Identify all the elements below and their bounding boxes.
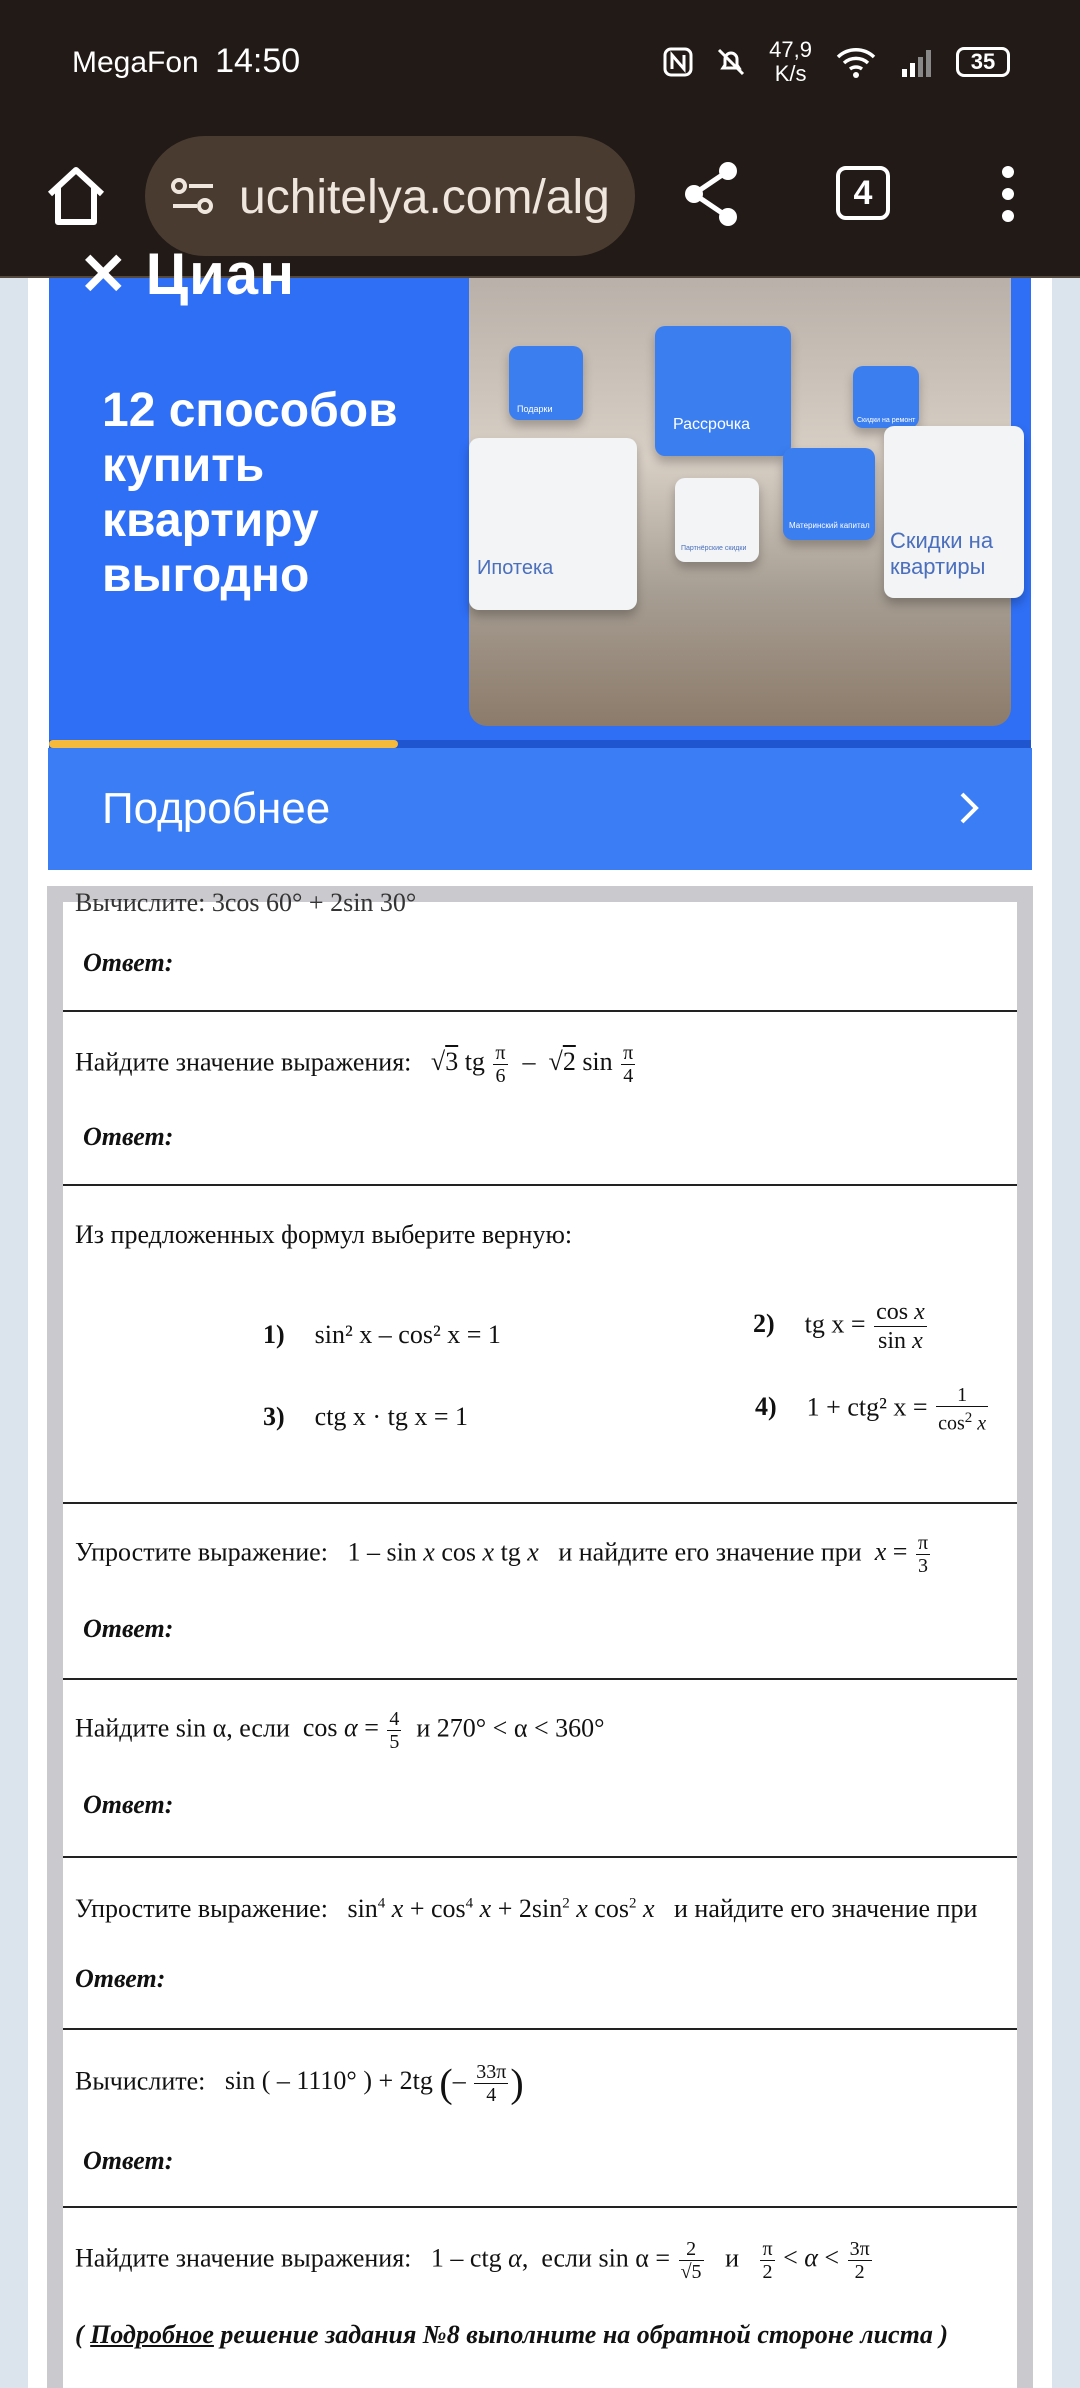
- status-left: [72, 42, 300, 81]
- clock: 14:50: [215, 42, 301, 80]
- task-2: [63, 1012, 1017, 1186]
- home-icon[interactable]: [40, 160, 112, 232]
- ad-card-label: Рассрочка: [673, 416, 751, 433]
- task-text-2: и найдите его значение при: [674, 1894, 978, 1923]
- web-page: [0, 242, 1080, 2388]
- worksheet: [47, 886, 1033, 2388]
- task-text: Упростите выражение:: [75, 1894, 328, 1923]
- task-6: [63, 1858, 1017, 2030]
- note-text: решение задания №8 выполните на обратной стороне листа ): [213, 2320, 948, 2349]
- answer-label: Ответ:: [83, 2146, 174, 2175]
- choice-1: [263, 1320, 501, 1350]
- ad-more-label: Подробнее: [102, 784, 331, 833]
- answer-label: Ответ:: [75, 1964, 166, 1993]
- task-note: [75, 2320, 948, 2350]
- task-question: [75, 1042, 637, 1087]
- choice-formula: sin² x – cos² x = 1: [314, 1320, 501, 1349]
- task-8: [63, 2208, 1017, 2388]
- task-4: [63, 1504, 1017, 1680]
- choice-fraction: $\frac{\text{cos x}}{\text{sin x}}$: [876, 1299, 925, 1354]
- task-7: [63, 2030, 1017, 2208]
- task-text: Найдите значение выражения:: [75, 2243, 412, 2273]
- ad-banner[interactable]: [49, 242, 1031, 748]
- network-speed: [769, 38, 812, 86]
- site-settings-icon[interactable]: [169, 176, 217, 216]
- task-text-2: и найдите его значение при: [558, 1537, 862, 1567]
- ad-card-label: Скидки на квартиры: [890, 528, 994, 579]
- task-text: Упростите выражение:: [75, 1537, 328, 1567]
- task-expression: cos α = $\frac{4}{5}$: [302, 1708, 400, 1753]
- ad-card-apartment-discounts: [884, 426, 1024, 598]
- wifi-icon: [834, 45, 878, 79]
- task-expression: sin ( – 1110° ) + 2tg (– $\frac{33\pi}{4}$ ): [224, 2061, 524, 2106]
- choice-number: 2): [753, 1309, 775, 1339]
- choice-3: [263, 1402, 468, 1432]
- task-question: Вычислите: 3cos 60° + 2sin 30°: [75, 888, 417, 917]
- choice-2: [753, 1298, 929, 1355]
- signal-icon: [900, 47, 934, 77]
- network-speed-value: 47,9: [769, 37, 812, 62]
- task-3: [63, 1186, 1017, 1504]
- choice-number: 4): [755, 1392, 777, 1422]
- task-range: $\frac{\pi}{2}$ < α < $\frac{3\pi}{2}$: [762, 2238, 870, 2283]
- ad-card-maternity: [783, 448, 875, 540]
- task-question: [75, 2238, 874, 2283]
- ad-carousel-progress: [49, 740, 1031, 748]
- task-value: x = $\frac{\pi}{3}$: [874, 1532, 929, 1577]
- ad-card-label: Материнский капитал: [789, 521, 870, 530]
- muted-bell-icon: [715, 46, 747, 78]
- chevron-right-icon: [956, 788, 984, 828]
- answer-label: Ответ:: [83, 1614, 174, 1643]
- choice-formula: 1 + ctg² x =: [806, 1392, 928, 1422]
- task-question: Из предложенных формул выберите верную:: [75, 1220, 573, 1249]
- choice-formula: ctg x · tg x = 1: [314, 1402, 468, 1431]
- answer-label: Ответ:: [83, 1122, 174, 1151]
- ad-more-button[interactable]: [48, 748, 1032, 870]
- status-bar: [0, 0, 1080, 124]
- address-bar[interactable]: [145, 136, 635, 256]
- note-link: Подробное: [90, 2320, 214, 2349]
- ad-logo-text: Циан: [145, 242, 296, 307]
- ad-card-installment: [655, 326, 791, 456]
- task-5: [63, 1680, 1017, 1858]
- network-speed-unit: K/s: [774, 61, 807, 86]
- more-menu-icon[interactable]: [1000, 164, 1016, 224]
- task-fraction: $\frac{2}{√5}$: [680, 2238, 702, 2283]
- status-icons: [663, 38, 1010, 86]
- choice-formula: tg x =: [804, 1309, 866, 1339]
- ad-image: [469, 278, 1011, 726]
- note-prefix: (: [75, 2320, 91, 2349]
- task-and: и: [725, 2243, 739, 2273]
- worksheet-page: [63, 888, 1017, 2388]
- carrier-name: MegaFon: [72, 46, 199, 79]
- ad-card-mortgage: [469, 438, 637, 610]
- task-expression: 1 – sin x cos x tg x: [347, 1537, 539, 1567]
- ad-card-label: Подарки: [517, 404, 553, 414]
- battery-indicator: 35: [956, 47, 1010, 77]
- choice-fraction: $\frac{1}{\cos^2 x}$: [938, 1384, 987, 1435]
- choice-number: 3): [263, 1402, 285, 1431]
- ad-card-gifts: [509, 346, 583, 420]
- task-expression: √3 tg $\frac{\pi}{6}$ – √2 sin $\frac{\pi}{4}$: [430, 1042, 634, 1087]
- choice-number: 1): [263, 1320, 285, 1349]
- ad-logo: ✕ Циан: [79, 242, 296, 307]
- task-question: [75, 1532, 932, 1577]
- task-text: Вычислите:: [75, 2066, 206, 2096]
- answer-label: Ответ:: [83, 1790, 174, 1819]
- task-condition: если sin α =: [541, 2243, 671, 2273]
- ad-carousel-progress-fill: [49, 740, 398, 748]
- task-question: [75, 1708, 605, 1753]
- task-range: и 270° < α < 360°: [416, 1713, 605, 1743]
- ad-card-label: Партнёрские скидки: [681, 545, 747, 552]
- ad-card-label: Скидки на ремонт: [857, 417, 916, 424]
- task-text: Найдите sin α, если: [75, 1713, 290, 1743]
- answer-label: Ответ:: [83, 948, 174, 977]
- nfc-icon: [663, 47, 693, 77]
- task-expression: $\sin^4 x + \cos^4 x + 2\sin^2$ x $\cos^2 x$: [347, 1894, 655, 1923]
- task-expression: 1 – ctg α,: [430, 2243, 529, 2273]
- task-question: [75, 1894, 977, 1924]
- ad-card-partner: [675, 478, 759, 562]
- choice-4: [755, 1384, 990, 1435]
- ad-card-label: Ипотека: [477, 557, 554, 579]
- task-question: [75, 2060, 524, 2107]
- task-1: [63, 888, 1017, 1012]
- tab-switcher-button[interactable]: 4: [836, 166, 890, 220]
- url-text[interactable]: uchitelya.com/alg: [239, 171, 610, 224]
- ad-headline: 12 способов купить квартиру выгодно: [102, 384, 398, 602]
- share-icon[interactable]: [680, 159, 744, 229]
- ad-card-repair: [853, 366, 919, 428]
- task-text: Найдите значение выражения:: [75, 1047, 412, 1077]
